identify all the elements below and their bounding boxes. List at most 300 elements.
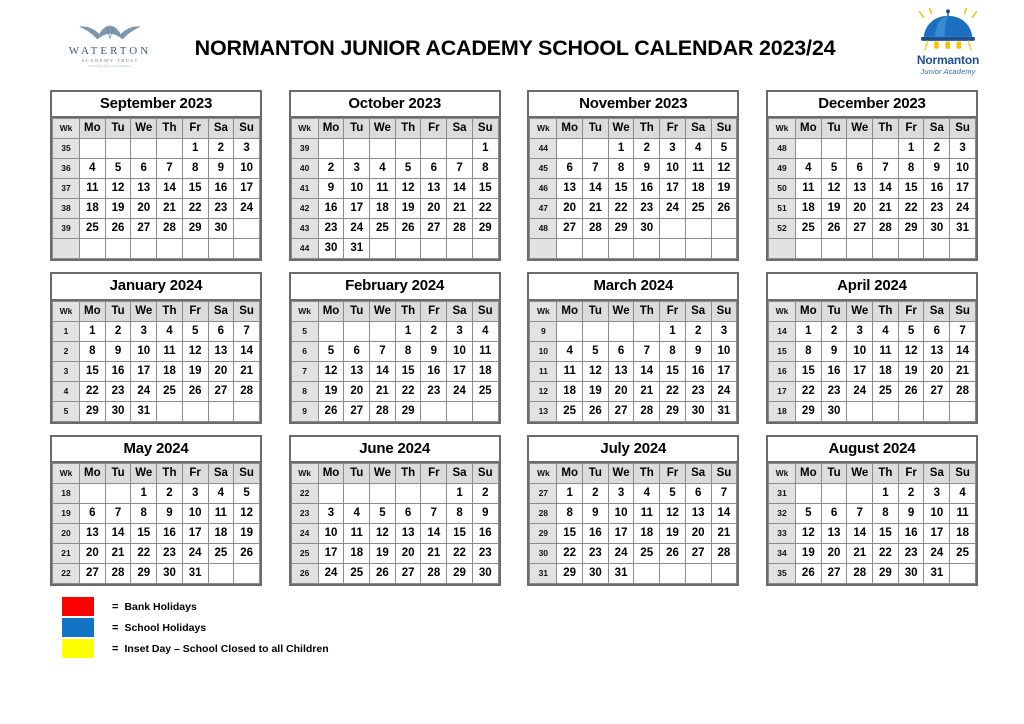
- day-cell-inset: 8: [795, 341, 821, 361]
- week-row: [291, 563, 498, 583]
- day-cell: 8: [660, 341, 686, 361]
- week-number-cell: 34: [768, 543, 795, 563]
- day-cell: 19: [234, 523, 260, 543]
- day-cell: 6: [208, 321, 234, 341]
- day-cell-school: 3: [660, 139, 686, 159]
- day-cell-empty: [873, 239, 899, 259]
- day-cell-school: 23: [583, 543, 609, 563]
- day-cell-school: 30: [898, 563, 924, 583]
- day-cell-school: 19: [795, 543, 821, 563]
- day-cell: 10: [344, 179, 370, 199]
- day-cell-school: 21: [847, 543, 873, 563]
- day-cell: 27: [557, 219, 583, 239]
- day-cell: 8: [395, 341, 421, 361]
- week-number-cell: 18: [53, 483, 80, 503]
- week-row: [530, 563, 737, 583]
- day-cell: 13: [131, 179, 157, 199]
- day-cell-school: 7: [847, 503, 873, 523]
- day-cell-school: 29: [557, 563, 583, 583]
- day-header-sa: Sa: [685, 463, 711, 483]
- day-cell: 17: [711, 361, 737, 381]
- day-cell: 5: [660, 483, 686, 503]
- week-number-cell: 22: [53, 563, 80, 583]
- week-number-cell: 46: [530, 179, 557, 199]
- day-cell: 5: [395, 159, 421, 179]
- day-cell: 18: [370, 199, 396, 219]
- week-number-cell: 2: [53, 341, 80, 361]
- day-cell: 26: [370, 563, 396, 583]
- day-cell: 17: [447, 361, 473, 381]
- day-cell-empty: [795, 139, 821, 159]
- day-cell: 1: [472, 139, 498, 159]
- week-row: [530, 179, 737, 199]
- day-cell: 7: [711, 483, 737, 503]
- week-row: [53, 563, 260, 583]
- day-cell-school: 2: [634, 139, 660, 159]
- day-cell: 5: [583, 341, 609, 361]
- week-number-cell: 37: [53, 179, 80, 199]
- day-header-fr: Fr: [660, 463, 686, 483]
- day-cell: 10: [660, 159, 686, 179]
- day-header-fr: Fr: [182, 463, 208, 483]
- day-cell: 8: [131, 503, 157, 523]
- day-cell: 9: [924, 159, 950, 179]
- day-cell-empty: [157, 239, 183, 259]
- day-cell: 6: [847, 159, 873, 179]
- day-cell: 8: [608, 159, 634, 179]
- day-cell: 30: [821, 401, 847, 421]
- day-cell: 25: [472, 381, 498, 401]
- day-cell: 9: [472, 503, 498, 523]
- day-header-sa: Sa: [447, 463, 473, 483]
- day-cell-school: 4: [157, 321, 183, 341]
- day-cell: 24: [182, 543, 208, 563]
- day-cell: 30: [924, 219, 950, 239]
- normanton-junior-academy-logo: [900, 8, 996, 82]
- day-cell: 23: [821, 381, 847, 401]
- day-cell-empty: [583, 239, 609, 259]
- day-cell: 11: [685, 159, 711, 179]
- day-cell: 13: [208, 341, 234, 361]
- page-header: [0, 0, 1024, 90]
- week-row: [530, 483, 737, 503]
- day-cell-empty: [157, 139, 183, 159]
- week-number-cell: 48: [530, 219, 557, 239]
- day-cell: 25: [950, 543, 976, 563]
- day-cell: 13: [608, 361, 634, 381]
- day-cell-school: 28: [634, 401, 660, 421]
- day-cell: 3: [182, 483, 208, 503]
- day-header-th: Th: [873, 119, 899, 139]
- day-cell: 27: [924, 381, 950, 401]
- day-header-tu: Tu: [105, 301, 131, 321]
- day-cell-empty: [608, 321, 634, 341]
- day-header-su: Su: [234, 463, 260, 483]
- day-cell-bank: 6: [80, 503, 106, 523]
- day-cell-school: 9: [898, 503, 924, 523]
- week-row: [53, 543, 260, 563]
- legend-swatch-blue: [62, 618, 94, 637]
- day-cell: 5: [821, 159, 847, 179]
- week-number-header: Wk: [53, 463, 80, 483]
- month-block: [527, 90, 739, 261]
- day-cell: 20: [924, 361, 950, 381]
- week-row: [291, 361, 498, 381]
- week-number-cell: 25: [291, 543, 318, 563]
- week-number-cell: 47: [530, 199, 557, 219]
- week-number-cell: 19: [53, 503, 80, 523]
- legend-swatch-red: [62, 597, 94, 616]
- day-cell: 12: [898, 341, 924, 361]
- day-cell-school: 30: [583, 563, 609, 583]
- day-header-mo: Mo: [557, 463, 583, 483]
- day-cell-empty: [873, 139, 899, 159]
- day-cell-empty: [421, 139, 447, 159]
- day-cell: 10: [182, 503, 208, 523]
- day-cell: 12: [105, 179, 131, 199]
- day-cell: 20: [557, 199, 583, 219]
- day-header-we: We: [370, 463, 396, 483]
- day-header-we: We: [131, 301, 157, 321]
- month-block: [50, 272, 262, 423]
- day-cell: 29: [395, 401, 421, 421]
- day-cell: 25: [157, 381, 183, 401]
- day-cell-empty: [472, 401, 498, 421]
- day-cell: 21: [583, 199, 609, 219]
- day-cell-empty: [208, 239, 234, 259]
- day-cell: 23: [318, 219, 344, 239]
- week-number-cell: 17: [768, 381, 795, 401]
- day-cell-empty: [660, 219, 686, 239]
- month-title: June 2024: [291, 437, 499, 463]
- day-cell: 8: [447, 503, 473, 523]
- day-cell: 11: [157, 341, 183, 361]
- day-cell-empty: [105, 239, 131, 259]
- day-cell: 15: [472, 179, 498, 199]
- day-cell: 6: [608, 341, 634, 361]
- day-cell-school: 22: [873, 543, 899, 563]
- day-cell: 25: [208, 543, 234, 563]
- day-header-we: We: [131, 119, 157, 139]
- week-number-cell: 35: [53, 139, 80, 159]
- day-cell: 15: [898, 179, 924, 199]
- day-cell: 19: [370, 543, 396, 563]
- week-number-cell: 7: [291, 361, 318, 381]
- day-cell-empty: [660, 239, 686, 259]
- day-cell: 7: [234, 321, 260, 341]
- day-cell: 14: [634, 361, 660, 381]
- week-number-cell: [768, 239, 795, 259]
- day-header-sa: Sa: [447, 301, 473, 321]
- legend-row: [62, 639, 1024, 659]
- day-cell: 18: [157, 361, 183, 381]
- day-cell: 7: [583, 159, 609, 179]
- day-cell-empty: [634, 239, 660, 259]
- day-header-su: Su: [711, 301, 737, 321]
- day-cell: 9: [634, 159, 660, 179]
- day-cell: 1: [395, 321, 421, 341]
- day-cell: 10: [950, 159, 976, 179]
- day-header-sa: Sa: [208, 119, 234, 139]
- day-header-th: Th: [634, 463, 660, 483]
- day-cell-empty: [821, 483, 847, 503]
- day-header-th: Th: [873, 301, 899, 321]
- day-cell: 26: [182, 381, 208, 401]
- week-row: [53, 341, 260, 361]
- day-cell: 19: [660, 523, 686, 543]
- day-header-we: We: [847, 119, 873, 139]
- day-cell-school: 25: [634, 543, 660, 563]
- day-cell: 3: [318, 503, 344, 523]
- month-row-1: [0, 90, 1024, 261]
- day-cell: 11: [344, 523, 370, 543]
- day-cell-school: 20: [821, 543, 847, 563]
- month-day-grid: [529, 301, 737, 422]
- week-number-cell: 5: [53, 401, 80, 421]
- week-row: [768, 321, 975, 341]
- day-cell: 9: [583, 503, 609, 523]
- day-cell-empty: [821, 139, 847, 159]
- day-header-fr: Fr: [421, 301, 447, 321]
- week-row: [530, 321, 737, 341]
- day-cell-empty: [421, 401, 447, 421]
- day-cell-school: 1: [873, 483, 899, 503]
- day-cell-empty: [234, 239, 260, 259]
- day-cell: 28: [421, 563, 447, 583]
- month-title: August 2024: [768, 437, 976, 463]
- week-number-cell: [53, 239, 80, 259]
- day-header-sa: Sa: [924, 119, 950, 139]
- week-number-cell: 50: [768, 179, 795, 199]
- day-cell: 4: [950, 483, 976, 503]
- day-cell-empty: [873, 401, 899, 421]
- day-cell: 24: [847, 381, 873, 401]
- day-cell-school: 4: [873, 321, 899, 341]
- day-header-fr: Fr: [182, 119, 208, 139]
- day-header-tu: Tu: [583, 301, 609, 321]
- week-number-cell: 1: [53, 321, 80, 341]
- day-cell: 2: [924, 139, 950, 159]
- day-cell: 7: [421, 503, 447, 523]
- day-cell-school: 27: [847, 219, 873, 239]
- day-cell: 24: [131, 381, 157, 401]
- day-cell-school: 31: [344, 239, 370, 259]
- day-cell: 6: [685, 483, 711, 503]
- day-cell: 22: [660, 381, 686, 401]
- day-header-th: Th: [395, 119, 421, 139]
- day-cell: 23: [105, 381, 131, 401]
- week-row: [768, 219, 975, 239]
- day-cell-empty: [711, 239, 737, 259]
- day-cell: 4: [208, 483, 234, 503]
- day-cell: 28: [583, 219, 609, 239]
- day-cell: 25: [873, 381, 899, 401]
- day-cell: 24: [447, 381, 473, 401]
- day-cell: 24: [711, 381, 737, 401]
- day-cell: 29: [472, 219, 498, 239]
- day-header-su: Su: [950, 119, 976, 139]
- day-header-su: Su: [472, 119, 498, 139]
- day-cell: 4: [344, 503, 370, 523]
- day-header-su: Su: [950, 301, 976, 321]
- day-cell: 4: [557, 341, 583, 361]
- week-row: [768, 563, 975, 583]
- day-cell-school: 3: [131, 321, 157, 341]
- day-cell: 23: [924, 199, 950, 219]
- day-cell: 7: [370, 341, 396, 361]
- legend-equals-sign: =: [112, 600, 119, 613]
- day-cell: 22: [395, 381, 421, 401]
- week-row: [530, 503, 737, 523]
- day-cell: 12: [660, 503, 686, 523]
- day-cell: 11: [472, 341, 498, 361]
- day-cell-empty: [157, 401, 183, 421]
- week-row: [530, 239, 737, 259]
- week-number-cell: 52: [768, 219, 795, 239]
- day-cell: 2: [472, 483, 498, 503]
- month-block: [527, 435, 739, 586]
- day-cell-empty: [370, 483, 396, 503]
- day-header-su: Su: [234, 119, 260, 139]
- day-cell: 17: [950, 179, 976, 199]
- month-block: [289, 90, 501, 261]
- day-cell: 11: [873, 341, 899, 361]
- day-cell: 1: [131, 483, 157, 503]
- day-header-row: [768, 463, 975, 483]
- day-cell: 19: [898, 361, 924, 381]
- day-header-tu: Tu: [821, 301, 847, 321]
- month-day-grid: [768, 463, 976, 584]
- week-number-cell: 35: [768, 563, 795, 583]
- day-cell: 21: [447, 199, 473, 219]
- day-cell: 7: [105, 503, 131, 523]
- day-cell: 28: [370, 401, 396, 421]
- day-cell-school: 30: [318, 239, 344, 259]
- week-number-header: Wk: [291, 301, 318, 321]
- day-header-sa: Sa: [924, 301, 950, 321]
- week-row: [768, 361, 975, 381]
- day-cell: 17: [131, 361, 157, 381]
- day-header-fr: Fr: [898, 463, 924, 483]
- day-header-sa: Sa: [924, 463, 950, 483]
- day-cell: 13: [557, 179, 583, 199]
- day-cell: 20: [421, 199, 447, 219]
- day-header-su: Su: [711, 463, 737, 483]
- week-row: [53, 503, 260, 523]
- day-cell-bank: 25: [795, 219, 821, 239]
- day-cell-empty: [344, 321, 370, 341]
- month-row-2: [0, 272, 1024, 423]
- day-cell: 27: [395, 563, 421, 583]
- day-cell: 22: [447, 543, 473, 563]
- day-cell-school: 23: [898, 543, 924, 563]
- normanton-logo-subtitle: Junior Academy: [920, 67, 976, 76]
- day-cell: 28: [711, 543, 737, 563]
- week-number-cell: 24: [291, 523, 318, 543]
- day-header-row: [53, 119, 260, 139]
- day-cell: 14: [583, 179, 609, 199]
- day-cell: 18: [685, 179, 711, 199]
- day-cell: 11: [950, 503, 976, 523]
- day-cell: 5: [318, 341, 344, 361]
- day-cell-empty: [208, 401, 234, 421]
- day-cell-empty: [447, 401, 473, 421]
- day-header-row: [530, 119, 737, 139]
- day-cell: 29: [608, 219, 634, 239]
- day-cell: 16: [634, 179, 660, 199]
- day-cell: 13: [924, 341, 950, 361]
- day-header-mo: Mo: [318, 463, 344, 483]
- day-cell: 23: [472, 543, 498, 563]
- day-cell-empty: [557, 239, 583, 259]
- normanton-logo-name: Normanton: [916, 53, 980, 67]
- day-cell: 30: [105, 401, 131, 421]
- day-cell: 16: [821, 361, 847, 381]
- day-header-row: [291, 119, 498, 139]
- week-number-cell: 13: [530, 401, 557, 421]
- day-cell: 23: [685, 381, 711, 401]
- week-row: [53, 381, 260, 401]
- day-cell: 18: [472, 361, 498, 381]
- day-cell: 22: [472, 199, 498, 219]
- day-cell: 20: [80, 543, 106, 563]
- week-row: [291, 239, 498, 259]
- day-cell-bank: 1: [80, 321, 106, 341]
- day-header-row: [291, 301, 498, 321]
- day-cell-empty: [182, 239, 208, 259]
- day-cell: 31: [924, 563, 950, 583]
- day-header-we: We: [370, 119, 396, 139]
- day-header-tu: Tu: [344, 301, 370, 321]
- day-cell-school: 2: [105, 321, 131, 341]
- day-cell-empty: [634, 563, 660, 583]
- day-header-row: [768, 119, 975, 139]
- day-cell: 14: [950, 341, 976, 361]
- day-cell: 3: [711, 321, 737, 341]
- day-cell: 17: [318, 543, 344, 563]
- day-cell: 21: [873, 199, 899, 219]
- week-row: [53, 239, 260, 259]
- day-header-th: Th: [395, 463, 421, 483]
- day-cell-empty: [821, 239, 847, 259]
- day-cell: 8: [557, 503, 583, 523]
- day-cell: 7: [157, 159, 183, 179]
- day-cell: 6: [131, 159, 157, 179]
- week-row: [53, 219, 260, 239]
- day-cell: 9: [821, 341, 847, 361]
- month-title: March 2024: [529, 274, 737, 300]
- day-cell: 18: [557, 381, 583, 401]
- day-cell: 20: [208, 361, 234, 381]
- week-row: [768, 503, 975, 523]
- week-number-cell: 43: [291, 219, 318, 239]
- day-cell: 12: [821, 179, 847, 199]
- day-cell-empty: [608, 239, 634, 259]
- day-header-fr: Fr: [660, 301, 686, 321]
- day-header-we: We: [370, 301, 396, 321]
- month-block: [50, 90, 262, 261]
- week-number-header: Wk: [768, 463, 795, 483]
- day-cell-school: 29: [873, 563, 899, 583]
- week-number-header: Wk: [53, 301, 80, 321]
- day-cell: 5: [370, 503, 396, 523]
- month-day-grid: [291, 118, 499, 259]
- day-cell: 5: [711, 139, 737, 159]
- day-cell-empty: [557, 321, 583, 341]
- day-cell: 23: [208, 199, 234, 219]
- week-row: [291, 381, 498, 401]
- day-header-mo: Mo: [795, 301, 821, 321]
